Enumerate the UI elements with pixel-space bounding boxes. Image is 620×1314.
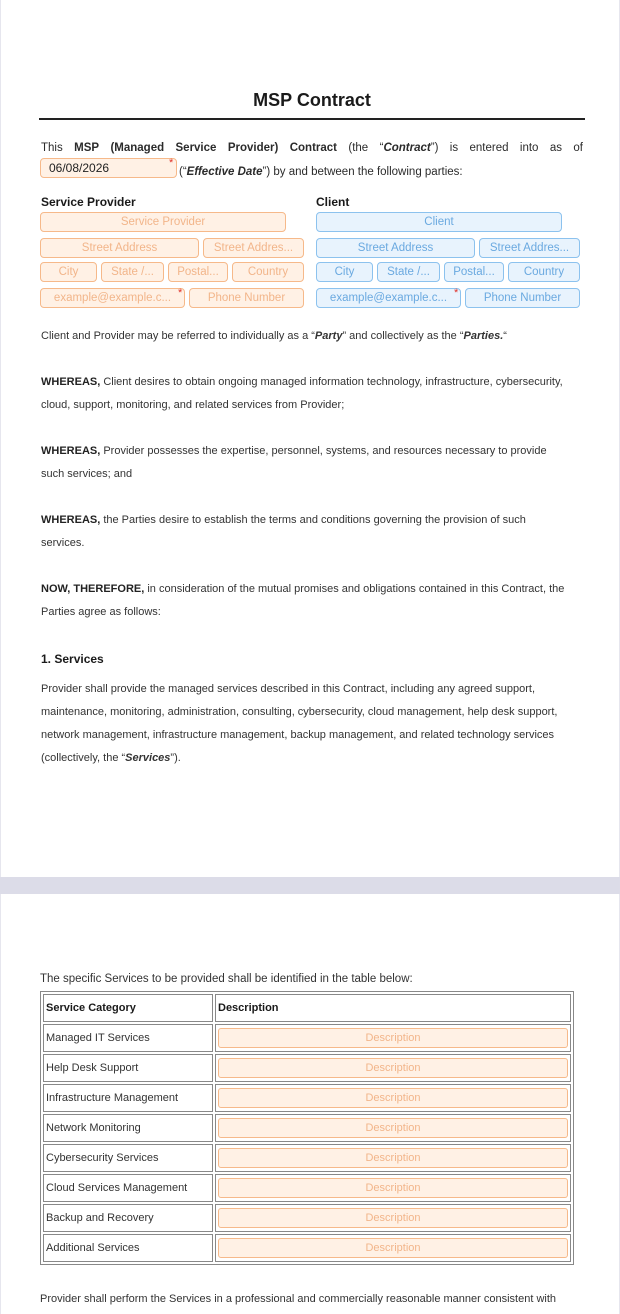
provider-heading: Service Provider — [41, 195, 136, 209]
provider-street-field[interactable]: Street Address — [40, 238, 199, 258]
table-row — [43, 1204, 571, 1232]
intro-word: of — [573, 142, 583, 154]
client-street-field[interactable]: Street Address — [316, 238, 475, 258]
intro-word: (Managed — [110, 142, 165, 154]
client-email-field[interactable]: example@example.c... — [316, 288, 461, 308]
description-field[interactable]: Description — [218, 1208, 568, 1228]
service-category-cell: Infrastructure Management — [43, 1084, 213, 1112]
intro-word: into — [519, 142, 539, 154]
intro-word: entered — [469, 142, 509, 154]
page-break — [0, 877, 620, 894]
description-field[interactable]: Description — [218, 1148, 568, 1168]
description-cell — [215, 1054, 571, 1082]
intro-word: Service — [175, 142, 217, 154]
intro-word: (the — [348, 142, 369, 154]
description-field[interactable]: Description — [218, 1118, 568, 1138]
title-divider — [39, 118, 585, 120]
service-category-cell: Managed IT Services — [43, 1024, 213, 1052]
provider-country-field[interactable]: Country — [232, 262, 304, 282]
service-category-cell: Backup and Recovery — [43, 1204, 213, 1232]
description-field[interactable]: Description — [218, 1028, 568, 1048]
provider-street2-field[interactable]: Street Addres... — [203, 238, 304, 258]
table-row — [43, 1174, 571, 1202]
client-city-field[interactable]: City — [316, 262, 373, 282]
service-category-cell: Help Desk Support — [43, 1054, 213, 1082]
description-cell — [215, 1234, 571, 1262]
whereas-paragraph-3: WHEREAS, the Parties desire to establish the terms and conditions governing the provision of such services. — [41, 514, 526, 549]
description-field[interactable]: Description — [218, 1088, 568, 1108]
intro-line-1 — [41, 142, 583, 154]
intro-word: MSP — [74, 142, 100, 154]
provider-email-field[interactable]: example@example.c... — [40, 288, 185, 308]
parties-paragraph: Client and Provider may be referred to individually as a “Party” and collectively as the “Parties.“ — [41, 330, 507, 342]
table-row — [43, 1234, 571, 1262]
intro-word: This — [41, 142, 63, 154]
column-header-description: Description — [215, 994, 571, 1022]
provider-name-field[interactable]: Service Provider — [40, 212, 286, 232]
service-category-cell: Cloud Services Management — [43, 1174, 213, 1202]
services-table — [40, 991, 574, 1265]
client-postal-field[interactable]: Postal... — [444, 262, 504, 282]
description-field[interactable]: Description — [218, 1058, 568, 1078]
client-street2-field[interactable]: Street Addres... — [479, 238, 580, 258]
client-name-field[interactable]: Client — [316, 212, 562, 232]
description-field[interactable]: Description — [218, 1178, 568, 1198]
description-cell — [215, 1024, 571, 1052]
table-row — [43, 1114, 571, 1142]
description-cell — [215, 1204, 571, 1232]
whereas-paragraph-2: WHEREAS, Provider possesses the expertise, personnel, systems, and resources necessary to provide such services; and — [41, 445, 547, 480]
intro-word: is — [449, 142, 459, 154]
provider-postal-field[interactable]: Postal... — [168, 262, 228, 282]
client-phone-field[interactable]: Phone Number — [465, 288, 580, 308]
description-cell — [215, 1084, 571, 1112]
table-row — [43, 1054, 571, 1082]
service-category-cell: Additional Services — [43, 1234, 213, 1262]
provider-phone-field[interactable]: Phone Number — [189, 288, 304, 308]
required-asterisk: * — [169, 157, 174, 169]
service-category-cell: Network Monitoring — [43, 1114, 213, 1142]
intro-word: as — [549, 142, 562, 154]
section-1-paragraph: Provider shall provide the managed services described in this Contract, including any agreed support, maintenance, monitoring, administration, consulting, cybersecurity, cloud management, help desk support, network management, infrastructure management, backup management, and related technology services (collectively, the “Services”). — [41, 683, 558, 764]
table-row — [43, 1084, 571, 1112]
intro-word: Provider) — [227, 142, 279, 154]
client-country-field[interactable]: Country — [508, 262, 580, 282]
table-header-row — [43, 994, 571, 1022]
effective-date-field[interactable] — [40, 158, 177, 178]
intro-line-2: (“Effective Date”) by and between the following parties: — [179, 166, 463, 178]
intro-word: Contract — [289, 142, 337, 154]
description-cell — [215, 1174, 571, 1202]
whereas-paragraph-1: WHEREAS, Client desires to obtain ongoing managed information technology, infrastructure, cybersecurity, cloud, support, monitoring, and related services from Provider; — [41, 376, 563, 411]
provider-state-field[interactable]: State /... — [101, 262, 164, 282]
now-therefore-paragraph: NOW, THEREFORE, in consideration of the mutual promises and obligations contained in this Contract, the Parties agree as follows: — [41, 583, 565, 618]
table-intro: The specific Services to be provided shall be identified in the table below: — [40, 973, 413, 985]
required-asterisk: * — [454, 287, 459, 299]
description-field[interactable]: Description — [218, 1238, 568, 1258]
effective-date-value: 06/08/2026 — [49, 161, 110, 175]
intro-contract-term: “Contract”) — [379, 142, 439, 154]
document-title: MSP Contract — [253, 90, 371, 110]
description-cell — [215, 1114, 571, 1142]
service-category-cell: Cybersecurity Services — [43, 1144, 213, 1172]
provider-city-field[interactable]: City — [40, 262, 97, 282]
closing-paragraph: Provider shall perform the Services in a professional and commercially reasonable manner consistent with — [40, 1293, 557, 1305]
client-heading: Client — [316, 195, 350, 209]
table-row — [43, 1144, 571, 1172]
section-1-heading: 1. Services — [41, 652, 104, 666]
client-state-field[interactable]: State /... — [377, 262, 440, 282]
description-cell — [215, 1144, 571, 1172]
column-header-category: Service Category — [43, 994, 213, 1022]
table-row — [43, 1024, 571, 1052]
required-asterisk: * — [178, 287, 183, 299]
